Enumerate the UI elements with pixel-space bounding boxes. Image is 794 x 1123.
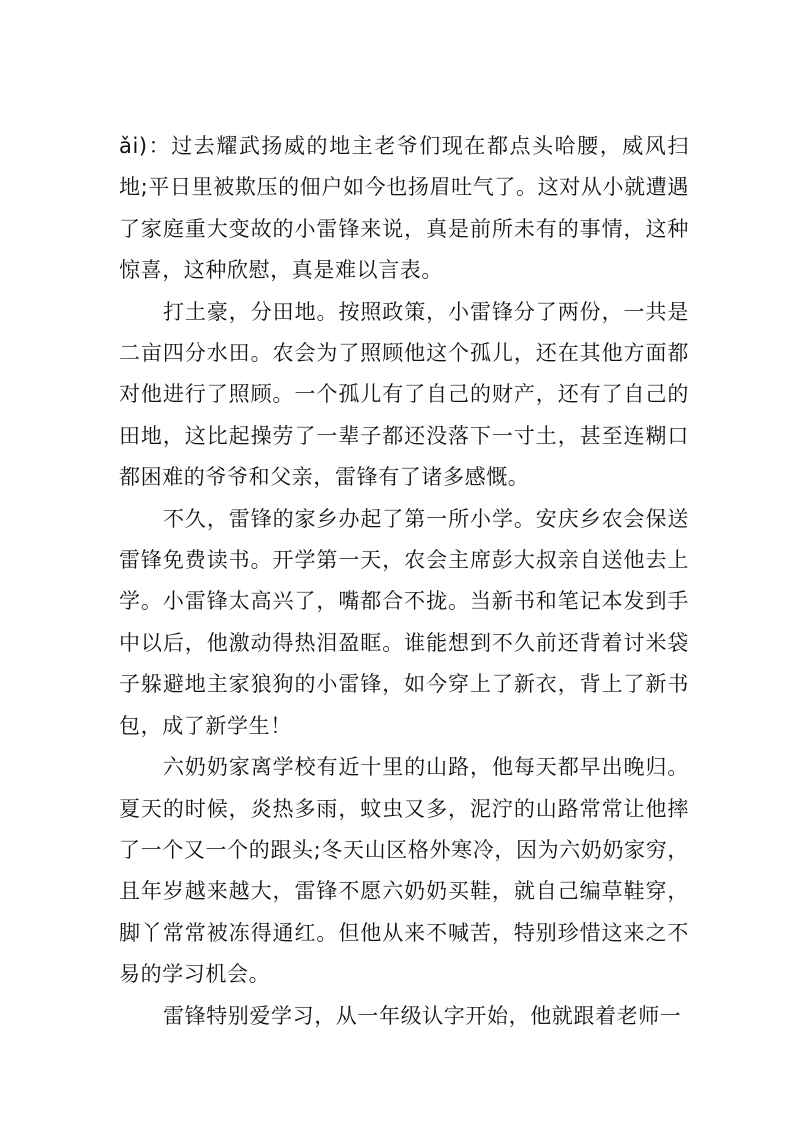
paragraph-1: ǎi)：过去耀武扬威的地主老爷们现在都点头哈腰，威风扫地;平日里被欺压的佃户如今也扬眉吐气了。这对从小就遭遇了家庭重大变故的小雷锋来说，真是前所未有的事情，这种惊喜，这种欣慰，真是难以言表。 — [119, 134, 689, 283]
body-text — [119, 126, 689, 1037]
paragraph-3: 不久，雷锋的家乡办起了第一所小学。安庆乡农会保送雷锋免费读书。开学第一天，农会主席彭大叔亲自送他去上学。小雷锋太高兴了，嘴都合不拢。当新书和笔记本发到手中以后，他激动得热泪盈眶。谁能想到不久前还背着讨米袋子躲避地主家狼狗的小雷锋，如今穿上了新衣，背上了新书包，成了新学生！ — [119, 506, 689, 738]
paragraph-4: 六奶奶家离学校有近十里的山路，他每天都早出晚归。夏天的时候，炎热多雨，蚊虫又多，泥泞的山路常常让他摔了一个又一个的跟头;冬天山区格外寒冷，因为六奶奶家穷，且年岁越来越大，雷锋不愿六奶奶买鞋，就自己编草鞋穿，脚丫常常被冻得通红。但他从来不喊苦，特别珍惜这来之不易的学习机会。 — [119, 755, 689, 987]
paragraph-2: 打土豪，分田地。按照政策，小雷锋分了两份，一共是二亩四分水田。农会为了照顾他这个孤儿，还在其他方面都对他进行了照顾。一个孤儿有了自己的财产，还有了自己的田地，这比起操劳了一辈子都还没落下一寸土，甚至连糊口都困难的爷爷和父亲，雷锋有了诸多感慨。 — [119, 299, 689, 490]
paragraph-5: 雷锋特别爱学习，从一年级认字开始，他就跟着老师一 — [163, 1003, 682, 1028]
